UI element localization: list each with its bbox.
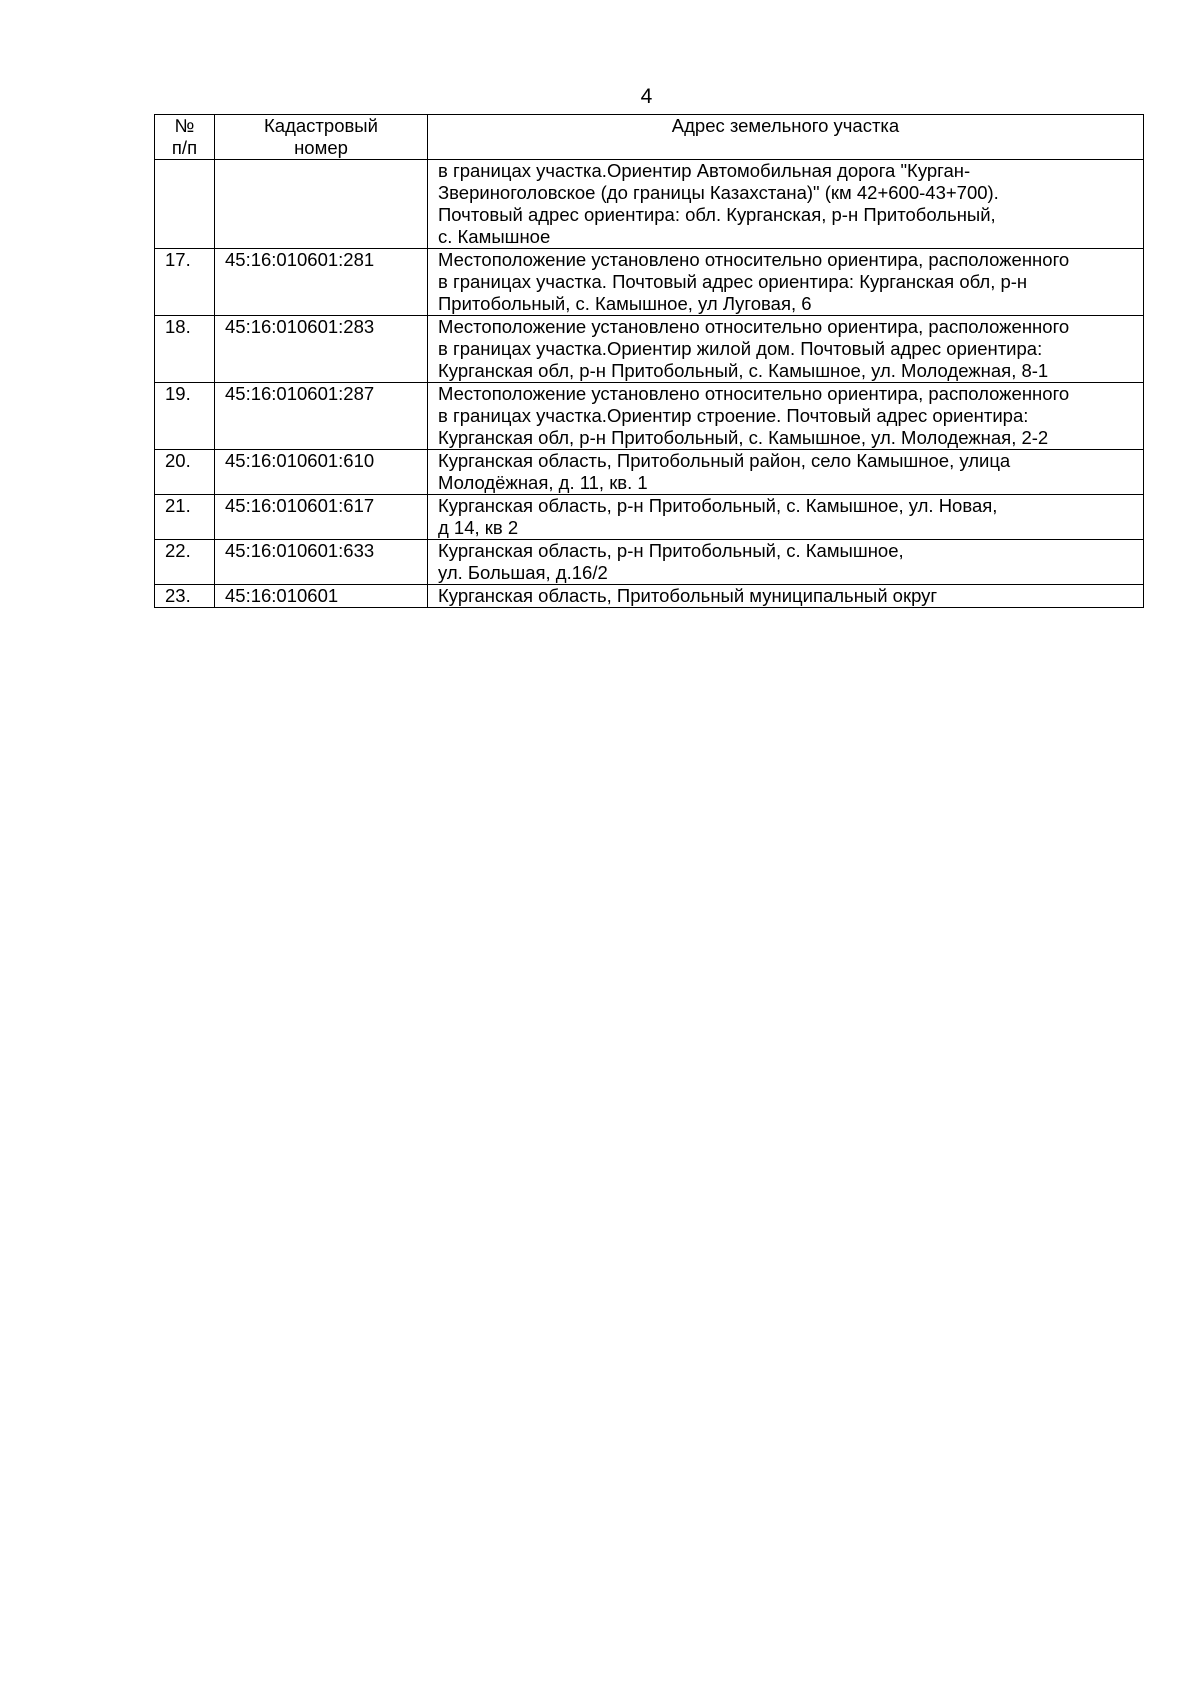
cadastral-number-cell: 45:16:010601:287 — [215, 383, 428, 450]
address-cell: Местоположение установлено относительно ориентира, расположенного в границах участка.Ориентир жилой дом. Почтовый адрес ориентира: Курганская обл, р-н Притобольный, с. Камышное, ул. Молодежная, 8-1 — [428, 316, 1144, 383]
cadastral-number-cell — [215, 160, 428, 249]
address-cell: Курганская область, р-н Притобольный, с. Камышное, ул. Новая, д 14, кв 2 — [428, 495, 1144, 540]
cadastral-number-cell: 45:16:010601 — [215, 585, 428, 608]
header-row-number: № п/п — [155, 115, 215, 160]
address-cell: в границах участка.Ориентир Автомобильная дорога "Курган- Звериноголовское (до границы Казахстана)" (км 42+600-43+700). Почтовый адрес ориентира: обл. Курганская, р-н Притобольный, с. Камышное — [428, 160, 1144, 249]
table-row — [155, 450, 1144, 495]
address-cell: Местоположение установлено относительно ориентира, расположенного в границах участка.Ориентир строение. Почтовый адрес ориентира: Курганская обл, р-н Притобольный, с. Камышное, ул. Молодежная, 2-2 — [428, 383, 1144, 450]
page-number: 4 — [640, 85, 653, 108]
table-row — [155, 383, 1144, 450]
address-cell: Курганская область, р-н Притобольный, с. Камышное, ул. Большая, д.16/2 — [428, 540, 1144, 585]
table-header-row — [155, 115, 1144, 160]
header-address: Адрес земельного участка — [428, 115, 1144, 160]
land-parcels-table — [154, 114, 1144, 608]
row-number-cell: 23. — [155, 585, 215, 608]
table-row — [155, 160, 1144, 249]
table-row — [155, 540, 1144, 585]
table-row — [155, 495, 1144, 540]
cadastral-number-cell: 45:16:010601:283 — [215, 316, 428, 383]
row-number-cell: 22. — [155, 540, 215, 585]
row-number-cell: 21. — [155, 495, 215, 540]
cadastral-number-cell: 45:16:010601:617 — [215, 495, 428, 540]
row-number-cell: 17. — [155, 249, 215, 316]
row-number-cell — [155, 160, 215, 249]
address-cell: Местоположение установлено относительно ориентира, расположенного в границах участка. Почтовый адрес ориентира: Курганская обл, р-н Притобольный, с. Камышное, ул Луговая, 6 — [428, 249, 1144, 316]
table-row — [155, 249, 1144, 316]
row-number-cell: 18. — [155, 316, 215, 383]
cadastral-number-cell: 45:16:010601:281 — [215, 249, 428, 316]
row-number-cell: 19. — [155, 383, 215, 450]
cadastral-number-cell: 45:16:010601:610 — [215, 450, 428, 495]
address-cell: Курганская область, Притобольный муниципальный округ — [428, 585, 1144, 608]
cadastral-number-cell: 45:16:010601:633 — [215, 540, 428, 585]
address-cell: Курганская область, Притобольный район, село Камышное, улица Молодёжная, д. 11, кв. 1 — [428, 450, 1144, 495]
table-row — [155, 316, 1144, 383]
row-number-cell: 20. — [155, 450, 215, 495]
header-cadastral-number: Кадастровый номер — [215, 115, 428, 160]
table-row — [155, 585, 1144, 608]
